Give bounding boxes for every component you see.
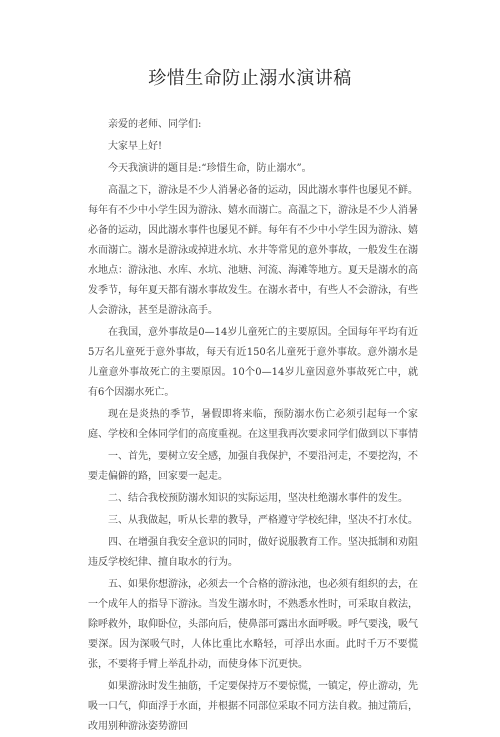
salutation: 亲爱的老师、同学们: — [108, 119, 202, 130]
paragraph-requirements: 现在是炎热的季节，暑假即将来临，预防溺水伤亡必须引起每一个家庭、学校和全体同学们的高度重视。在这里我再次要求同学们做到以下事情 — [88, 409, 418, 440]
paragraph-statistics: 在我国，意外事故是0—14岁儿童死亡的主要原因。全国每年平均有近5万名儿童死于意外事故，每天有近150名儿童死于意外事故。意外溺水是儿童意外事故死亡的主要原因。10个0—14岁儿童因意外事故死亡中，就有6个因溺水死亡。 — [88, 327, 418, 398]
paragraph-cramp: 如果游泳时发生抽筋，千定要保持万不要惊慌，一镇定，停止游动，先吸一口气，仰面浮于水面，并根据不同部位采取不同方法自救。抽过箭后，改用别种游泳姿势游回 — [88, 681, 418, 732]
list-item-1: 一、首先，要树立安全感，加强自我保护，不要沿河走，不要挖沟，不要走偏僻的路，回家要一起走。 — [88, 451, 418, 482]
list-item-2: 二、结合我校预防溺水知识的实际运用，坚决杜绝溺水事件的发生。 — [108, 493, 408, 504]
document-body — [88, 115, 418, 737]
document-title: 珍惜生命防止溺水演讲稿 — [148, 68, 352, 89]
greeting: 大家早上好! — [108, 141, 163, 152]
list-item-4: 四、在增强自我安全意识的同时，做好说服教育工作。坚决抵制和劝阻违反学校纪律、擅自取水的行为。 — [88, 537, 418, 568]
list-item-3: 三、从我做起，听从长辈的教导，严格遵守学校纪律，坚决不打水仗。 — [108, 515, 418, 526]
speech-topic: 今天我演讲的题目是:“珍惜生命，防止溺水”。 — [108, 163, 312, 174]
list-item-5: 五、如果你想游泳，必须去一个合格的游泳池，也必须有组织的去，在一个成年人的指导下游泳。当发生溺水时，不熟悉水性时，可采取自救法，除呼救外，取仰卧位，头部向后，使鼻部可露出水面呼吸。呼气要浅，吸气要深。因为深吸气时，人体比重比水略轻，可浮出水面。此时千万不要慌张，不要将手臂上举乱扑动，而使身体下沉更快。 — [88, 579, 418, 670]
paragraph-intro: 高温之下，游泳是不少人消暑必备的运动，因此溺水事件也屡见不鲜。每年有不少中小学生因为游泳、嬉水而溺亡。高温之下，游泳是不少人消暑必备的运动，因此溺水事件也屡见不鲜。每年有不少中小学生因为游泳、嬉水而溺亡。溺水是游泳或掉进水坑、水井等常见的意外事故，一般发生在溺水地点：游泳池、水库、水坑、池塘、河流、海滩等地方。夏天是溺水的高发季节，每年夏天都有溺水事故发生。在溺水者中，有些人不会游泳，有些人会游泳，甚至是游泳高手。 — [88, 185, 418, 316]
